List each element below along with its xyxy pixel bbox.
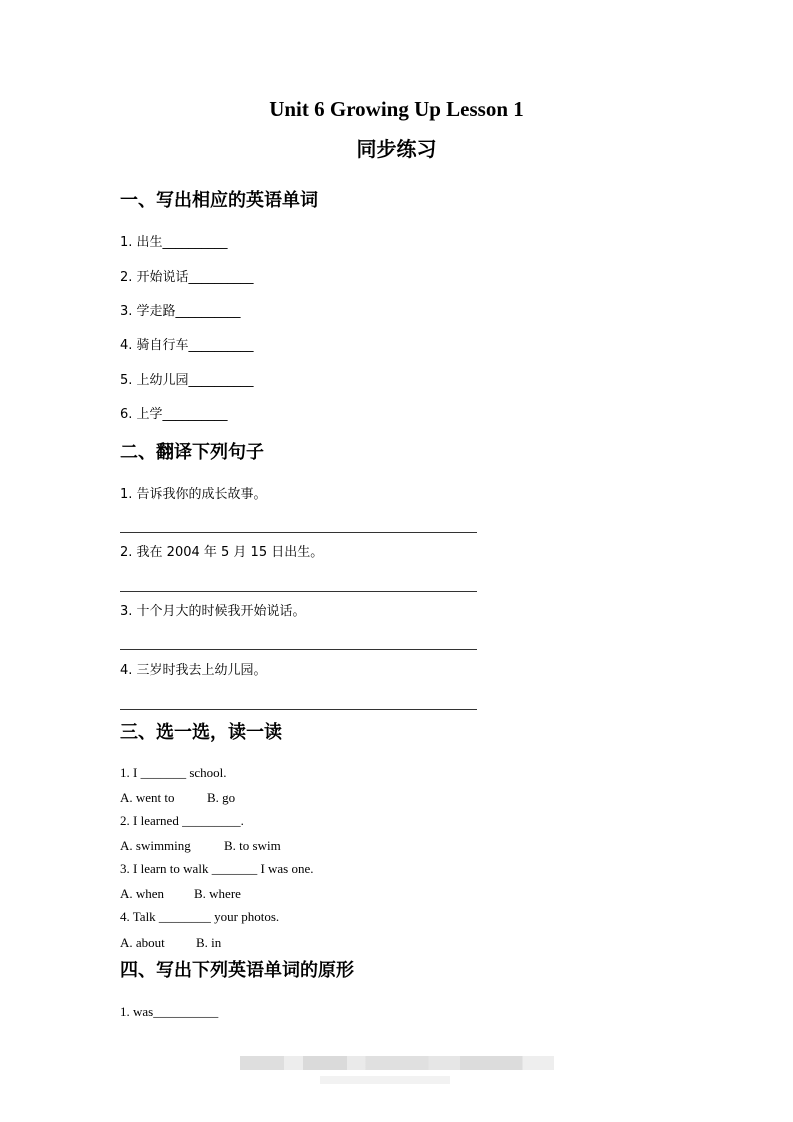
section-4-heading: 四、写出下列英语单词的原形 xyxy=(120,960,354,981)
s3-q3-option-b: B. where xyxy=(194,886,241,901)
answer-line-2[interactable] xyxy=(120,591,477,592)
worksheet-title: Unit 6 Growing Up Lesson 1 xyxy=(269,97,524,121)
s2-item-1: 1. 告诉我你的成长故事。 xyxy=(120,487,267,502)
section-2-heading: 二、翻译下列句子 xyxy=(120,442,264,463)
s3-q4-option-b: B. in xyxy=(196,935,222,950)
answer-line-3[interactable] xyxy=(120,649,477,650)
s3-q2-option-a: A. swimming xyxy=(120,838,191,853)
s3-q2-option-b: B. to swim xyxy=(224,838,281,853)
answer-line-1[interactable] xyxy=(120,532,477,533)
s4-item-1: 1. was__________ xyxy=(120,1004,219,1019)
section-1-heading: 一、写出相应的英语单词 xyxy=(120,190,318,211)
s1-item-3: 3. 学走路__________ xyxy=(120,304,241,319)
s1-item-4: 4. 骑自行车__________ xyxy=(120,338,254,353)
s2-item-4: 4. 三岁时我去上幼儿园。 xyxy=(120,663,267,678)
section-3-heading: 三、选一选，读一读 xyxy=(120,722,282,743)
s3-q1-option-b: B. go xyxy=(207,790,236,805)
worksheet-subtitle: 同步练习 xyxy=(356,137,437,161)
s3-question-3: 3. I learn to walk _______ I was one. xyxy=(120,861,314,876)
s3-question-1: 1. I _______ school. xyxy=(120,765,227,780)
footer-watermark xyxy=(240,1056,554,1070)
s1-item-5: 5. 上幼儿园__________ xyxy=(120,373,254,388)
s3-question-2: 2. I learned _________. xyxy=(120,813,244,828)
s1-item-1: 1. 出生__________ xyxy=(120,235,228,250)
s3-q1-option-a: A. went to xyxy=(120,790,175,805)
s1-item-2: 2. 开始说话__________ xyxy=(120,270,254,285)
s1-item-6: 6. 上学__________ xyxy=(120,407,228,422)
answer-line-4[interactable] xyxy=(120,709,477,710)
s3-q3-option-a: A. when xyxy=(120,886,165,901)
s3-question-4: 4. Talk ________ your photos. xyxy=(120,909,280,924)
s2-item-3: 3. 十个月大的时候我开始说话。 xyxy=(120,604,306,619)
s2-item-2: 2. 我在 2004 年 5 月 15 日出生。 xyxy=(120,545,324,560)
footer-watermark-sub xyxy=(320,1076,450,1084)
s3-q4-option-a: A. about xyxy=(120,935,165,950)
